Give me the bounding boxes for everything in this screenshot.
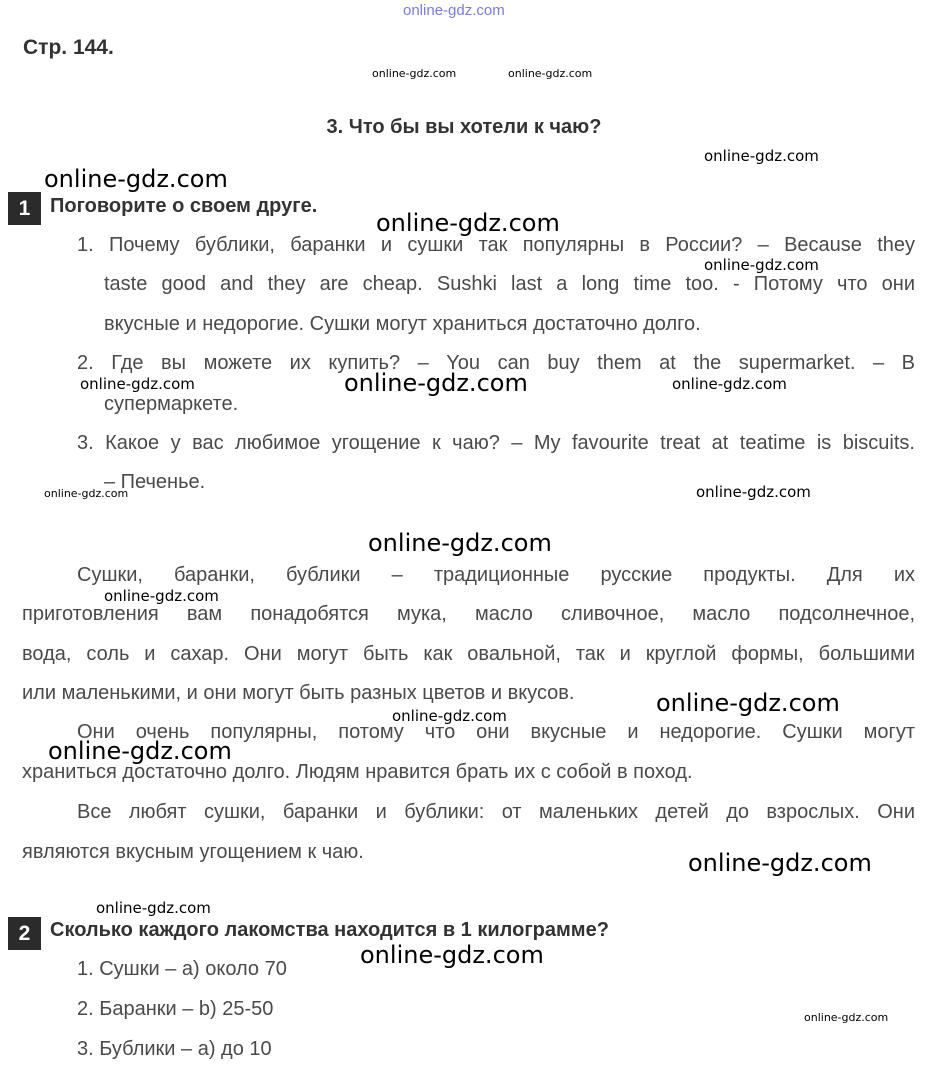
text-line: или маленькими, и они могут быть разных цветов и вкусов. (22, 682, 575, 704)
watermark: online-gdz.com (368, 529, 552, 557)
section-heading: 3. Что бы вы хотели к чаю? (326, 116, 602, 138)
watermark: online-gdz.com (392, 707, 507, 725)
task-2-line: 2. Баранки – b) 25-50 (77, 998, 274, 1020)
watermark: online-gdz.com (656, 689, 840, 717)
watermark: online-gdz.com (96, 899, 211, 917)
page-number: Стр. 144. (23, 36, 114, 59)
watermark: online-gdz.com (44, 487, 129, 500)
task-1-line: – Печенье. (104, 471, 206, 493)
task-1-line: 3. Какое у вас любимое угощение к чаю? – My favourite treat at teatime is biscuits. (77, 432, 915, 454)
watermark: online-gdz.com (804, 1011, 889, 1024)
watermark: online-gdz.com (672, 375, 787, 393)
task-1-title: Поговорите о своем друге. (50, 195, 318, 217)
task-1-line: taste good and they are cheap. Sushki last a long time too. - Потому что они (104, 273, 915, 295)
task-2-line: 3. Бублики – a) до 10 (77, 1038, 272, 1060)
watermark: online-gdz.com (688, 849, 872, 877)
task-1-line: супермаркете. (104, 393, 239, 415)
watermark: online-gdz.com (704, 147, 819, 165)
task-2-badge: 2 (8, 917, 41, 950)
watermark: online-gdz.com (704, 256, 819, 274)
watermark: online-gdz.com (360, 941, 544, 969)
task-1-line: вкусные и недорогие. Сушки могут храниться достаточно долго. (104, 313, 701, 335)
watermark: online-gdz.com (48, 737, 232, 765)
top-watermark: online-gdz.com (403, 2, 505, 19)
watermark: online-gdz.com (696, 483, 811, 501)
text-line: Все любят сушки, баранки и бублики: от маленьких детей до взрослых. Они (77, 801, 915, 823)
task-1-line: 2. Где вы можете их купить? – You can buy them at the supermarket. – В (77, 352, 915, 374)
watermark: online-gdz.com (44, 165, 228, 193)
task-2-title: Сколько каждого лакомства находится в 1 килограмме? (50, 919, 609, 941)
watermark: online-gdz.com (376, 209, 560, 237)
text-line: являются вкусным угощением к чаю. (22, 841, 364, 863)
text-line: Сушки, баранки, бублики – традиционные русские продукты. Для их (77, 564, 915, 586)
text-line: храниться достаточно долго. Людям нравится брать их с собой в поход. (22, 761, 693, 783)
watermark: online-gdz.com (344, 369, 528, 397)
watermark: online-gdz.com (104, 587, 219, 605)
task-2-line: 1. Сушки – a) около 70 (77, 958, 287, 980)
task-1-line: 1. Почему бублики, баранки и сушки так популярны в России? – Because they (77, 234, 915, 256)
text-line: вода, соль и сахар. Они могут быть как овальной, так и круглой формы, большими (22, 643, 915, 665)
task-1-badge: 1 (8, 192, 41, 225)
text-line: приготовления вам понадобятся мука, масло сливочное, масло подсолнечное, (22, 603, 915, 625)
watermark: online-gdz.com (80, 375, 195, 393)
watermark: online-gdz.com (508, 67, 593, 80)
watermark: online-gdz.com (372, 67, 457, 80)
text-line: Они очень популярны, потому что они вкусные и недорогие. Сушки могут (77, 721, 915, 743)
